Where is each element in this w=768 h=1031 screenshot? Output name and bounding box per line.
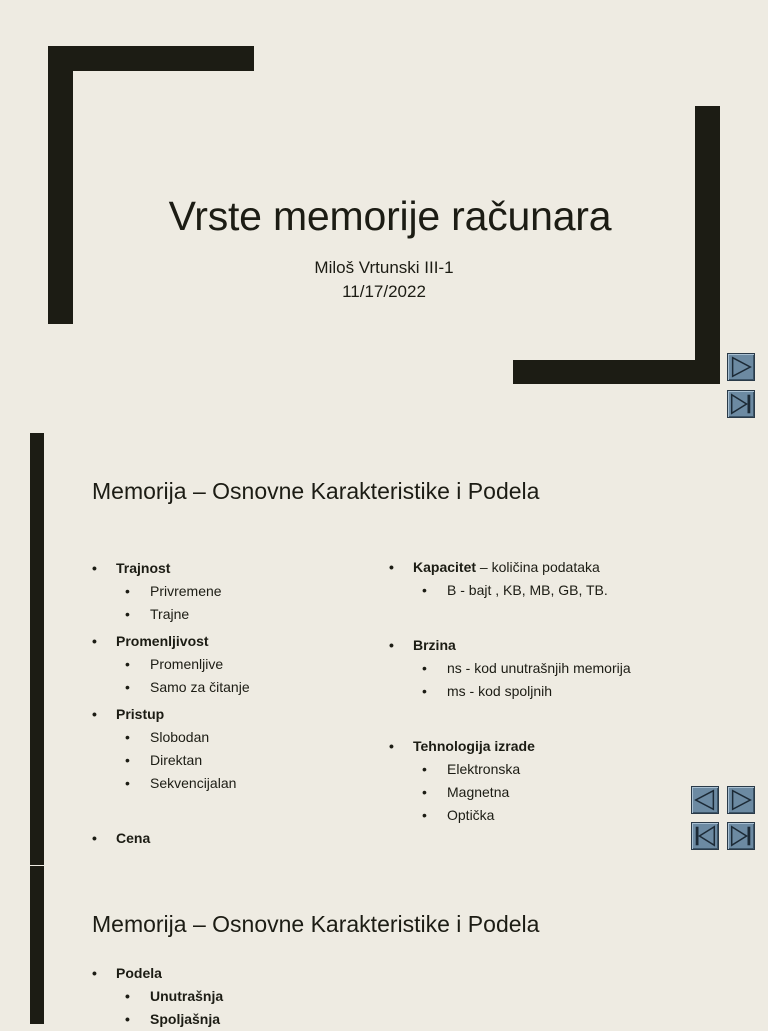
next-arrow-icon bbox=[728, 787, 754, 813]
prev-arrow-icon bbox=[692, 787, 718, 813]
right-bullet-list bbox=[389, 556, 631, 827]
first-slide-button[interactable] bbox=[691, 822, 719, 850]
list-item-cena: • Cena bbox=[92, 830, 151, 846]
list-item: • Samo za čitanje bbox=[125, 679, 250, 695]
left-bullet-list bbox=[92, 557, 250, 850]
last-slide-button[interactable] bbox=[727, 822, 755, 850]
list-item: • ms - kod spoljnih bbox=[422, 683, 553, 699]
slide-2-heading: Memorija – Osnovne Karakteristike i Podela bbox=[92, 478, 540, 504]
list-item: • Trajne bbox=[125, 606, 190, 622]
list-item: • Slobodan bbox=[125, 729, 210, 745]
left-accent-bar bbox=[30, 433, 44, 1024]
list-item-trajnost: • Trajnost bbox=[92, 560, 171, 576]
list-item-kapacitet: • Kapacitet – količina podataka bbox=[389, 559, 600, 575]
prev-slide-button[interactable] bbox=[691, 786, 719, 814]
list-item: • Optička bbox=[422, 807, 495, 823]
author-name: Miloš Vrtunski III-1 bbox=[314, 258, 454, 277]
slide-3-heading: Memorija – Osnovne Karakteristike i Podela bbox=[92, 911, 540, 937]
frame-bottom-right-horizontal bbox=[513, 360, 720, 384]
list-item-tehnologija: • Tehnologija izrade bbox=[389, 738, 535, 754]
list-item: • ns - kod unutrašnjih memorija bbox=[422, 660, 631, 676]
list-item-promenljivost: • Promenljivost bbox=[92, 633, 209, 649]
next-slide-button[interactable] bbox=[727, 353, 755, 381]
next-arrow-icon bbox=[728, 354, 754, 380]
list-item-unutrasnja: • Unutrašnja bbox=[125, 988, 224, 1004]
frame-bottom-right-vertical bbox=[695, 106, 720, 384]
list-item: • Elektronska bbox=[422, 761, 521, 777]
list-item-pristup: • Pristup bbox=[92, 706, 165, 722]
slide-divider bbox=[30, 865, 44, 866]
first-slide-icon bbox=[692, 823, 718, 849]
list-item: • B - bajt , KB, MB, GB, TB. bbox=[422, 582, 608, 598]
last-slide-button[interactable] bbox=[727, 390, 755, 418]
next-slide-button[interactable] bbox=[727, 786, 755, 814]
last-slide-icon bbox=[728, 823, 754, 849]
slide-date: 11/17/2022 bbox=[342, 282, 426, 301]
list-item: • Promenljive bbox=[125, 656, 224, 672]
list-item: • Privremene bbox=[125, 583, 222, 599]
slide-title: Vrste memorije računara bbox=[168, 193, 612, 239]
podela-bullet-list bbox=[92, 962, 223, 1031]
list-item: • Sekvencijalan bbox=[125, 775, 237, 791]
list-item: • Magnetna bbox=[422, 784, 510, 800]
list-item-brzina: • Brzina bbox=[389, 637, 456, 653]
list-item-podela: • Podela bbox=[92, 965, 162, 981]
list-item: • Direktan bbox=[125, 752, 203, 768]
list-item-spoljasnja: • Spoljašnja bbox=[125, 1011, 221, 1027]
last-slide-icon bbox=[728, 391, 754, 417]
frame-top-left-horizontal bbox=[48, 46, 254, 71]
